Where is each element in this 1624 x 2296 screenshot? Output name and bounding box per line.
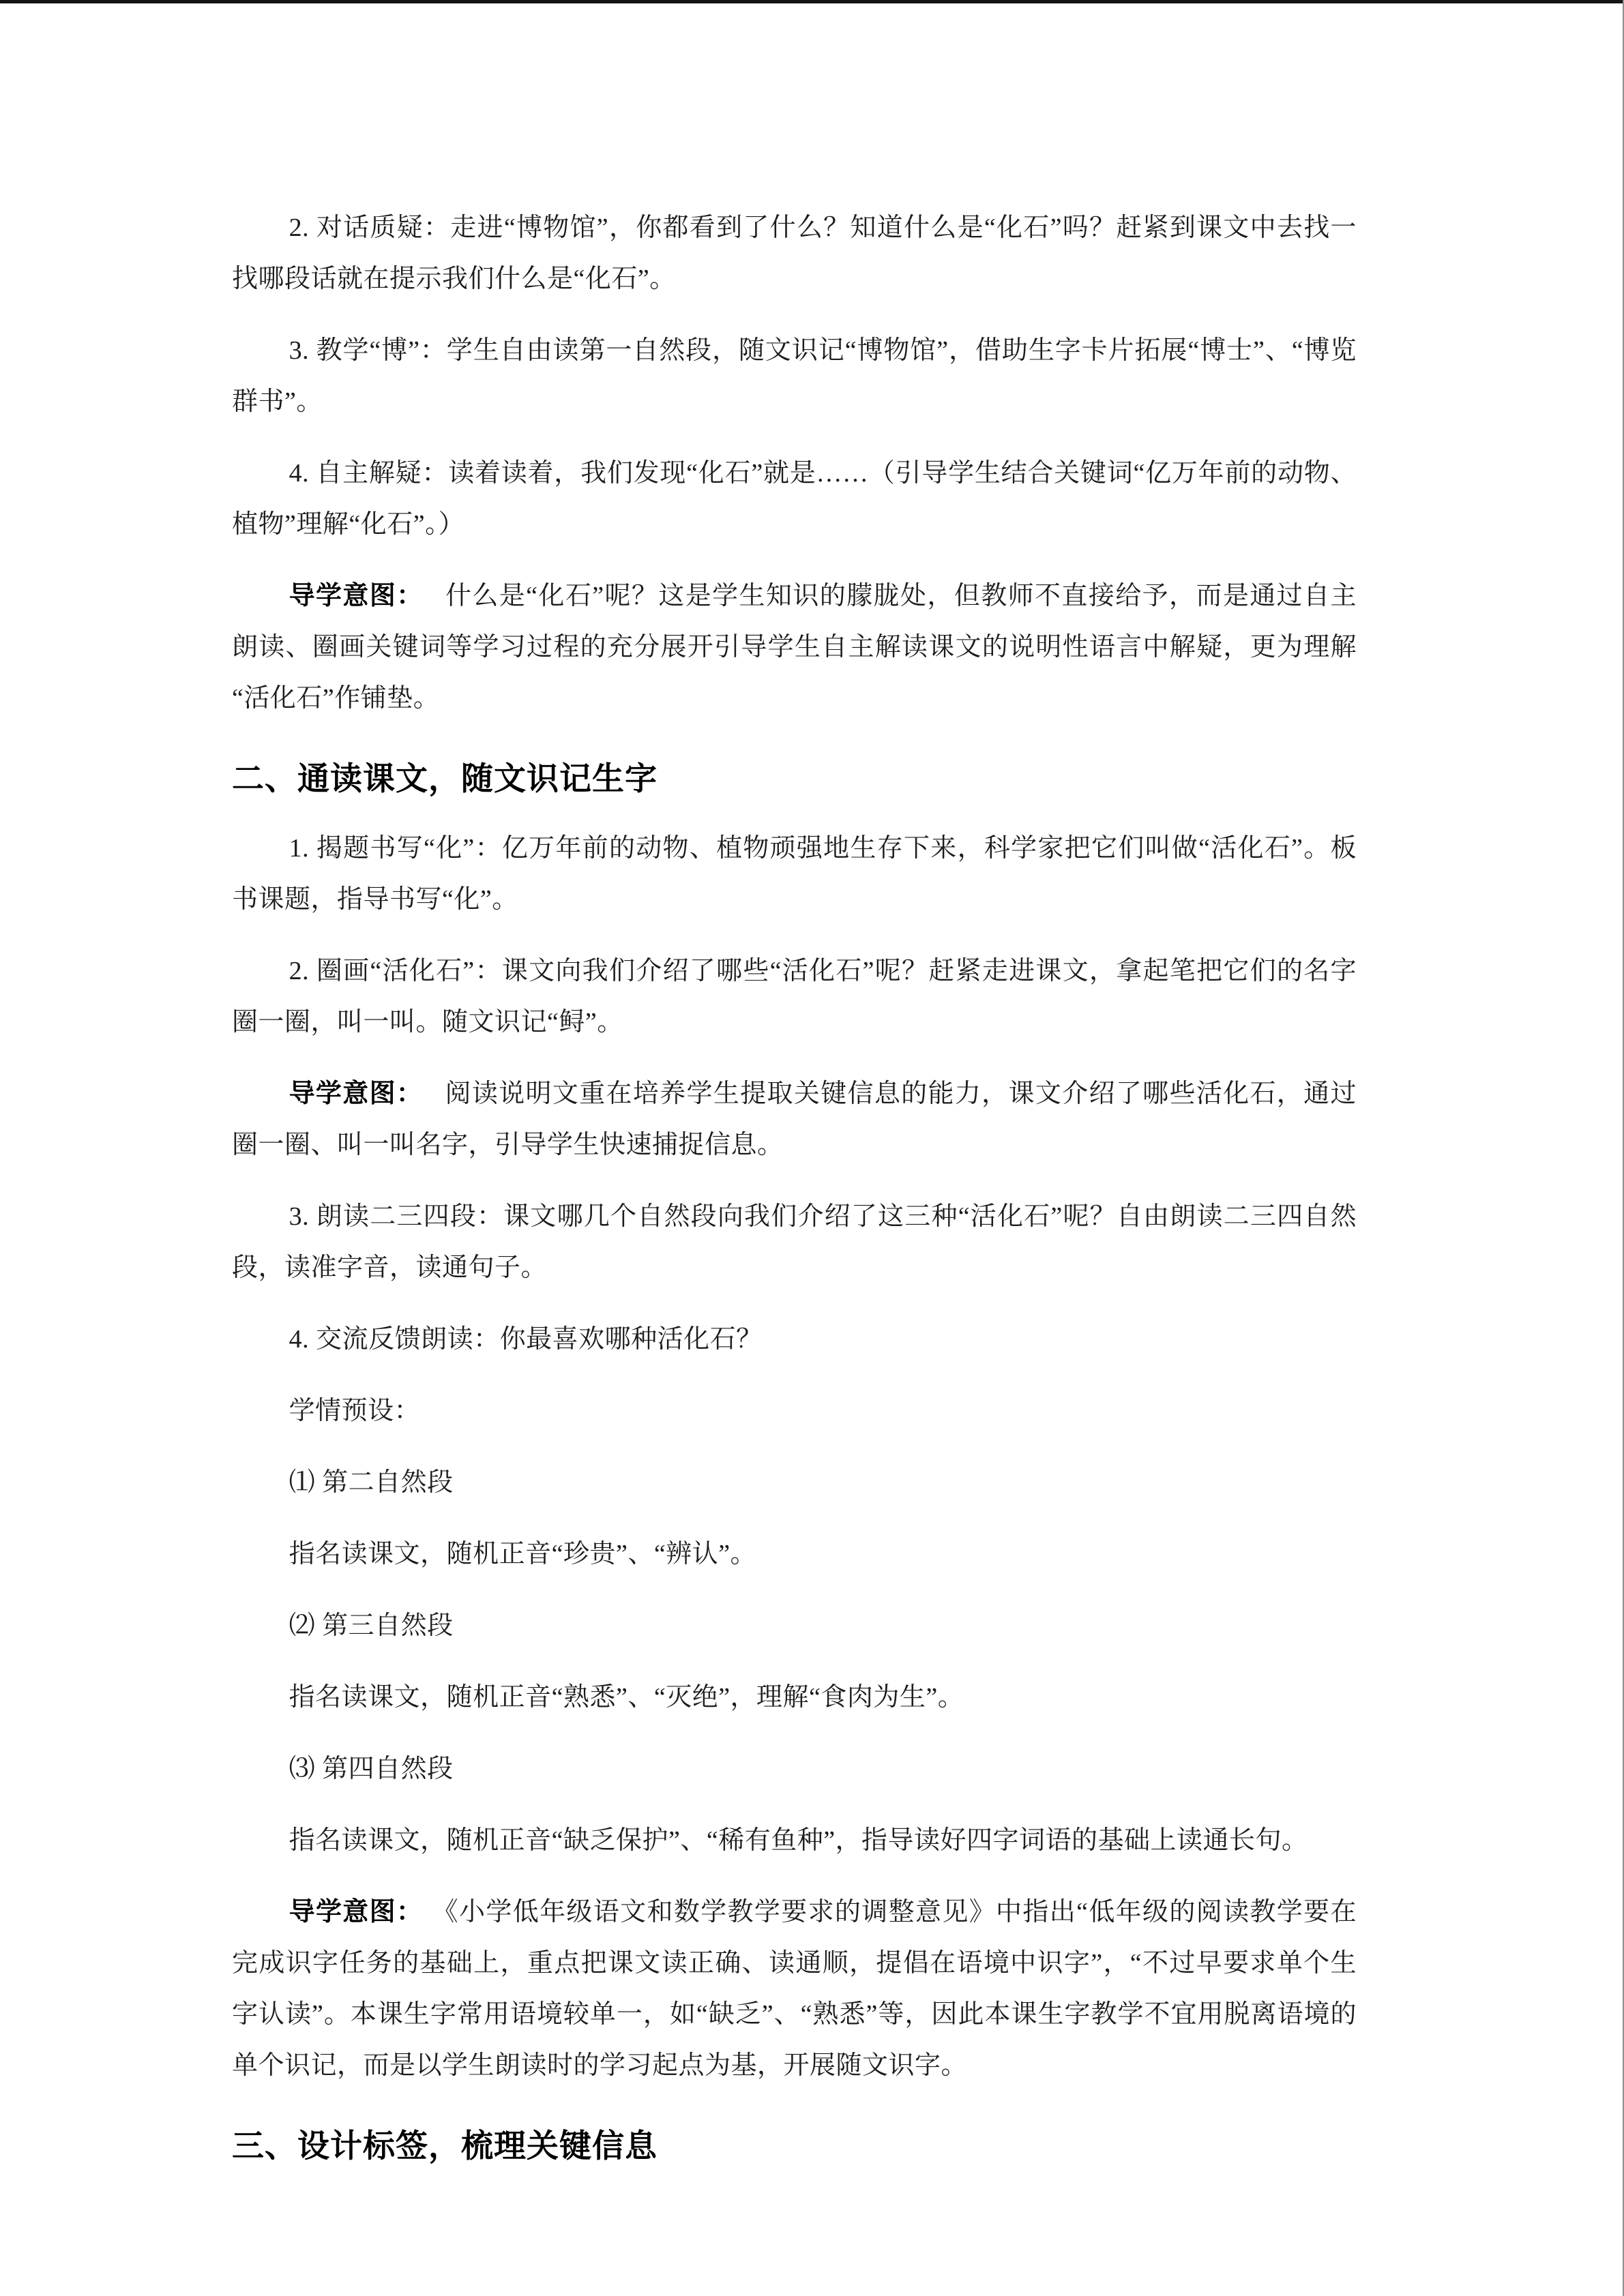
paragraph [232,1887,1357,2091]
paragraph: ⑵ 第三自然段 [289,1611,454,1640]
section-heading: 三、设计标签，梳理关键信息 [232,2128,658,2164]
paragraph-label: 导学意图： [289,1898,424,1926]
paragraph: 4. 交流反馈朗读：你最喜欢哪种活化石？ [289,1325,763,1354]
paragraph-text: 《小学低年级语文和数学教学要求的调整意见》中指出“低年级的阅读教学要在完成识字任务的基础上，重点把课文读正确、读通顺，提倡在语境中识字”，“不过早要求单个生字认读”。本课生字常用语境较单一，如“缺乏”、“熟悉”等，因此本课生字教学不宜用脱离语境的单个识记，而是以学生朗读时的学习起点为基，开展随文识字。 [232,1898,1357,2080]
paragraph [232,1069,1357,1171]
paragraph: 3. 朗读二三四段：课文哪几个自然段向我们介绍了这三种“活化石”呢？自由朗读二三四自然段，读准字音，读通句子。 [232,1202,1357,1282]
paragraph: 3. 教学“博”：学生自由读第一自然段，随文识记“博物馆”，借助生字卡片拓展“博士”、“博览群书”。 [232,336,1357,416]
paragraph: ⑴ 第二自然段 [289,1468,454,1497]
paragraph-label: 导学意图： [289,582,424,610]
paragraph: 2. 对话质疑：走进“博物馆”，你都看到了什么？知道什么是“化石”吗？赶紧到课文中去找一找哪段话就在提示我们什么是“化石”。 [232,213,1357,293]
paragraph-text: 什么是“化石”呢？这是学生知识的朦胧处，但教师不直接给予，而是通过自主朗读、圈画关键词等学习过程的充分展开引导学生自主解读课文的说明性语言中解疑，更为理解“活化石”作铺垫。 [232,582,1357,713]
paragraph-text: 阅读说明文重在培养学生提取关键信息的能力，课文介绍了哪些活化石，通过圈一圈、叫一叫名字，引导学生快速捕捉信息。 [232,1079,1357,1159]
paragraph: 1. 揭题书写“化”：亿万年前的动物、植物顽强地生存下来，科学家把它们叫做“活化石”。板书课题，指导书写“化”。 [232,834,1357,914]
paragraph: 学情预设： [289,1397,421,1425]
paragraph: 4. 自主解疑：读着读着，我们发现“化石”就是……（引导学生结合关键词“亿万年前的动物、植物”理解“化石”。） [232,459,1357,539]
paragraph: 指名读课文，随机正音“珍贵”、“辨认”。 [289,1540,757,1568]
paragraph: 指名读课文，随机正音“缺乏保护”、“稀有鱼种”，指导读好四字词语的基础上读通长句。 [289,1826,1308,1855]
paragraph: 2. 圈画“活化石”：课文向我们介绍了哪些“活化石”呢？赶紧走进课文，拿起笔把它们的名字圈一圈，叫一叫。随文识记“鲟”。 [232,957,1357,1037]
paragraph: ⑶ 第四自然段 [289,1755,454,1783]
paragraph [232,571,1357,724]
section-heading: 二、通读课文，随文识记生字 [232,760,658,796]
document-body [0,3,1624,2190]
paragraph: 指名读课文，随机正音“熟悉”、“灭绝”，理解“食肉为生”。 [289,1683,964,1712]
paragraph-label: 导学意图： [289,1079,424,1108]
